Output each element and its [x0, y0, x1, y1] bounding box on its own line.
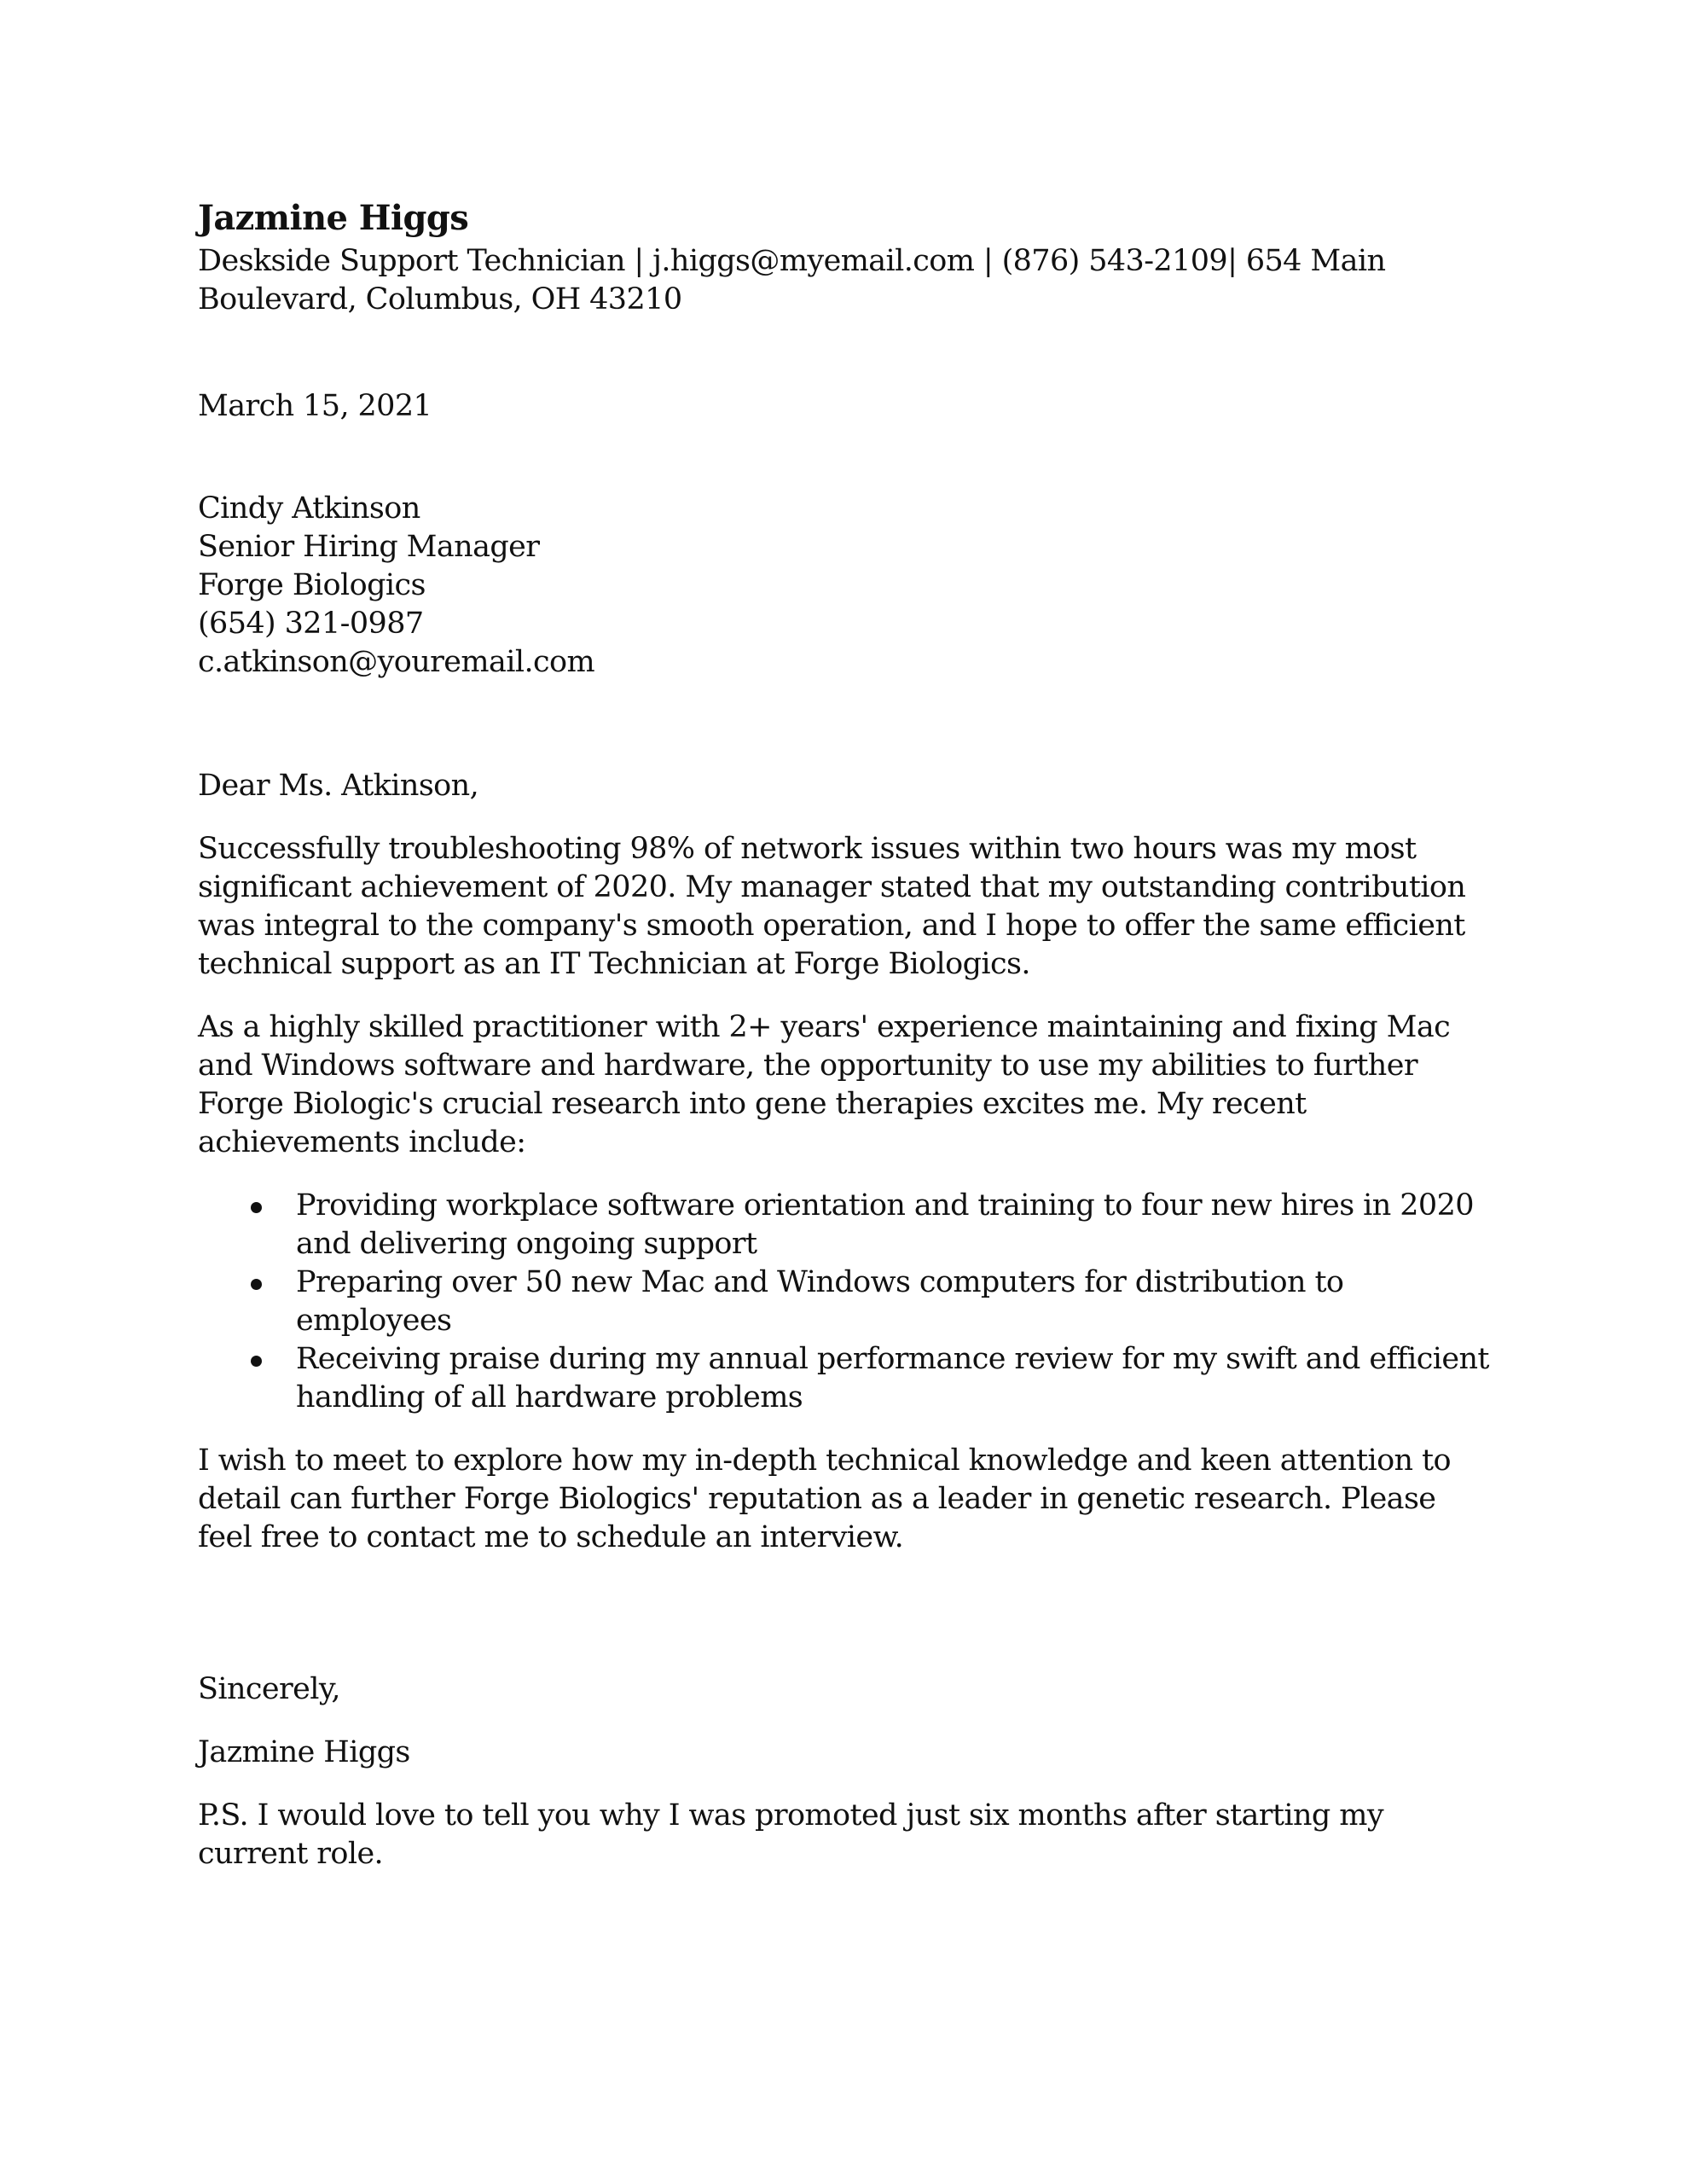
achievement-text: Preparing over 50 new Mac and Windows computers for distribution to employees	[296, 1265, 1344, 1338]
body-paragraph-1: Successfully troubleshooting 98% of network issues within two hours was my most significant achievement of 2020. My manager stated that my outstanding contribution was integral to the company's smooth operation, and I hope to offer the same efficient technical support as an IT Technician at Forge Biologics.	[198, 832, 1466, 981]
achievements-list	[198, 1187, 1494, 1417]
achievement-text: Providing workplace software orientation and training to four new hires in 2020 and delivering ongoing support	[296, 1188, 1474, 1261]
letter-header	[198, 195, 1494, 319]
recipient-phone: (654) 321-0987	[198, 607, 424, 641]
list-item	[198, 1187, 1494, 1263]
sender-contact-line-1: Deskside Support Technician | j.higgs@myemail.com | (876) 543-2109| 654 Main	[198, 244, 1386, 278]
bullet-icon	[251, 1356, 262, 1367]
recipient-email: c.atkinson@youremail.com	[198, 645, 595, 679]
cover-letter-page	[198, 195, 1494, 1898]
body-paragraph-2: As a highly skilled practitioner with 2+ years' experience maintaining and fixing Mac and Windows software and hardware, the opportunity to use my abilities to further Forge Biologic's crucial research into gene therapies excites me. My recent achievements include:	[198, 1010, 1451, 1159]
letter-date: March 15, 2021	[198, 389, 432, 423]
sender-name: Jazmine Higgs	[198, 198, 469, 238]
salutation: Dear Ms. Atkinson,	[198, 769, 479, 803]
valediction: Sincerely,	[198, 1672, 340, 1706]
achievement-text: Receiving praise during my annual performance review for my swift and efficient handling of all hardware problems	[296, 1342, 1489, 1414]
postscript: P.S. I would love to tell you why I was promoted just six months after starting my current role.	[198, 1798, 1384, 1871]
body-paragraph-3: I wish to meet to explore how my in-depth technical knowledge and keen attention to detail can further Forge Biologics' reputation as a leader in genetic research. Please feel free to contact me to schedule an interview.	[198, 1443, 1451, 1554]
recipient-company: Forge Biologics	[198, 568, 426, 602]
bullet-icon	[251, 1202, 262, 1213]
list-item	[198, 1340, 1494, 1417]
recipient-block	[198, 490, 1494, 682]
bullet-icon	[251, 1279, 262, 1290]
sender-contact-line-2: Boulevard, Columbus, OH 43210	[198, 282, 682, 317]
recipient-title: Senior Hiring Manager	[198, 530, 540, 564]
recipient-name: Cindy Atkinson	[198, 491, 420, 526]
signature: Jazmine Higgs	[198, 1735, 410, 1769]
list-item	[198, 1263, 1494, 1340]
